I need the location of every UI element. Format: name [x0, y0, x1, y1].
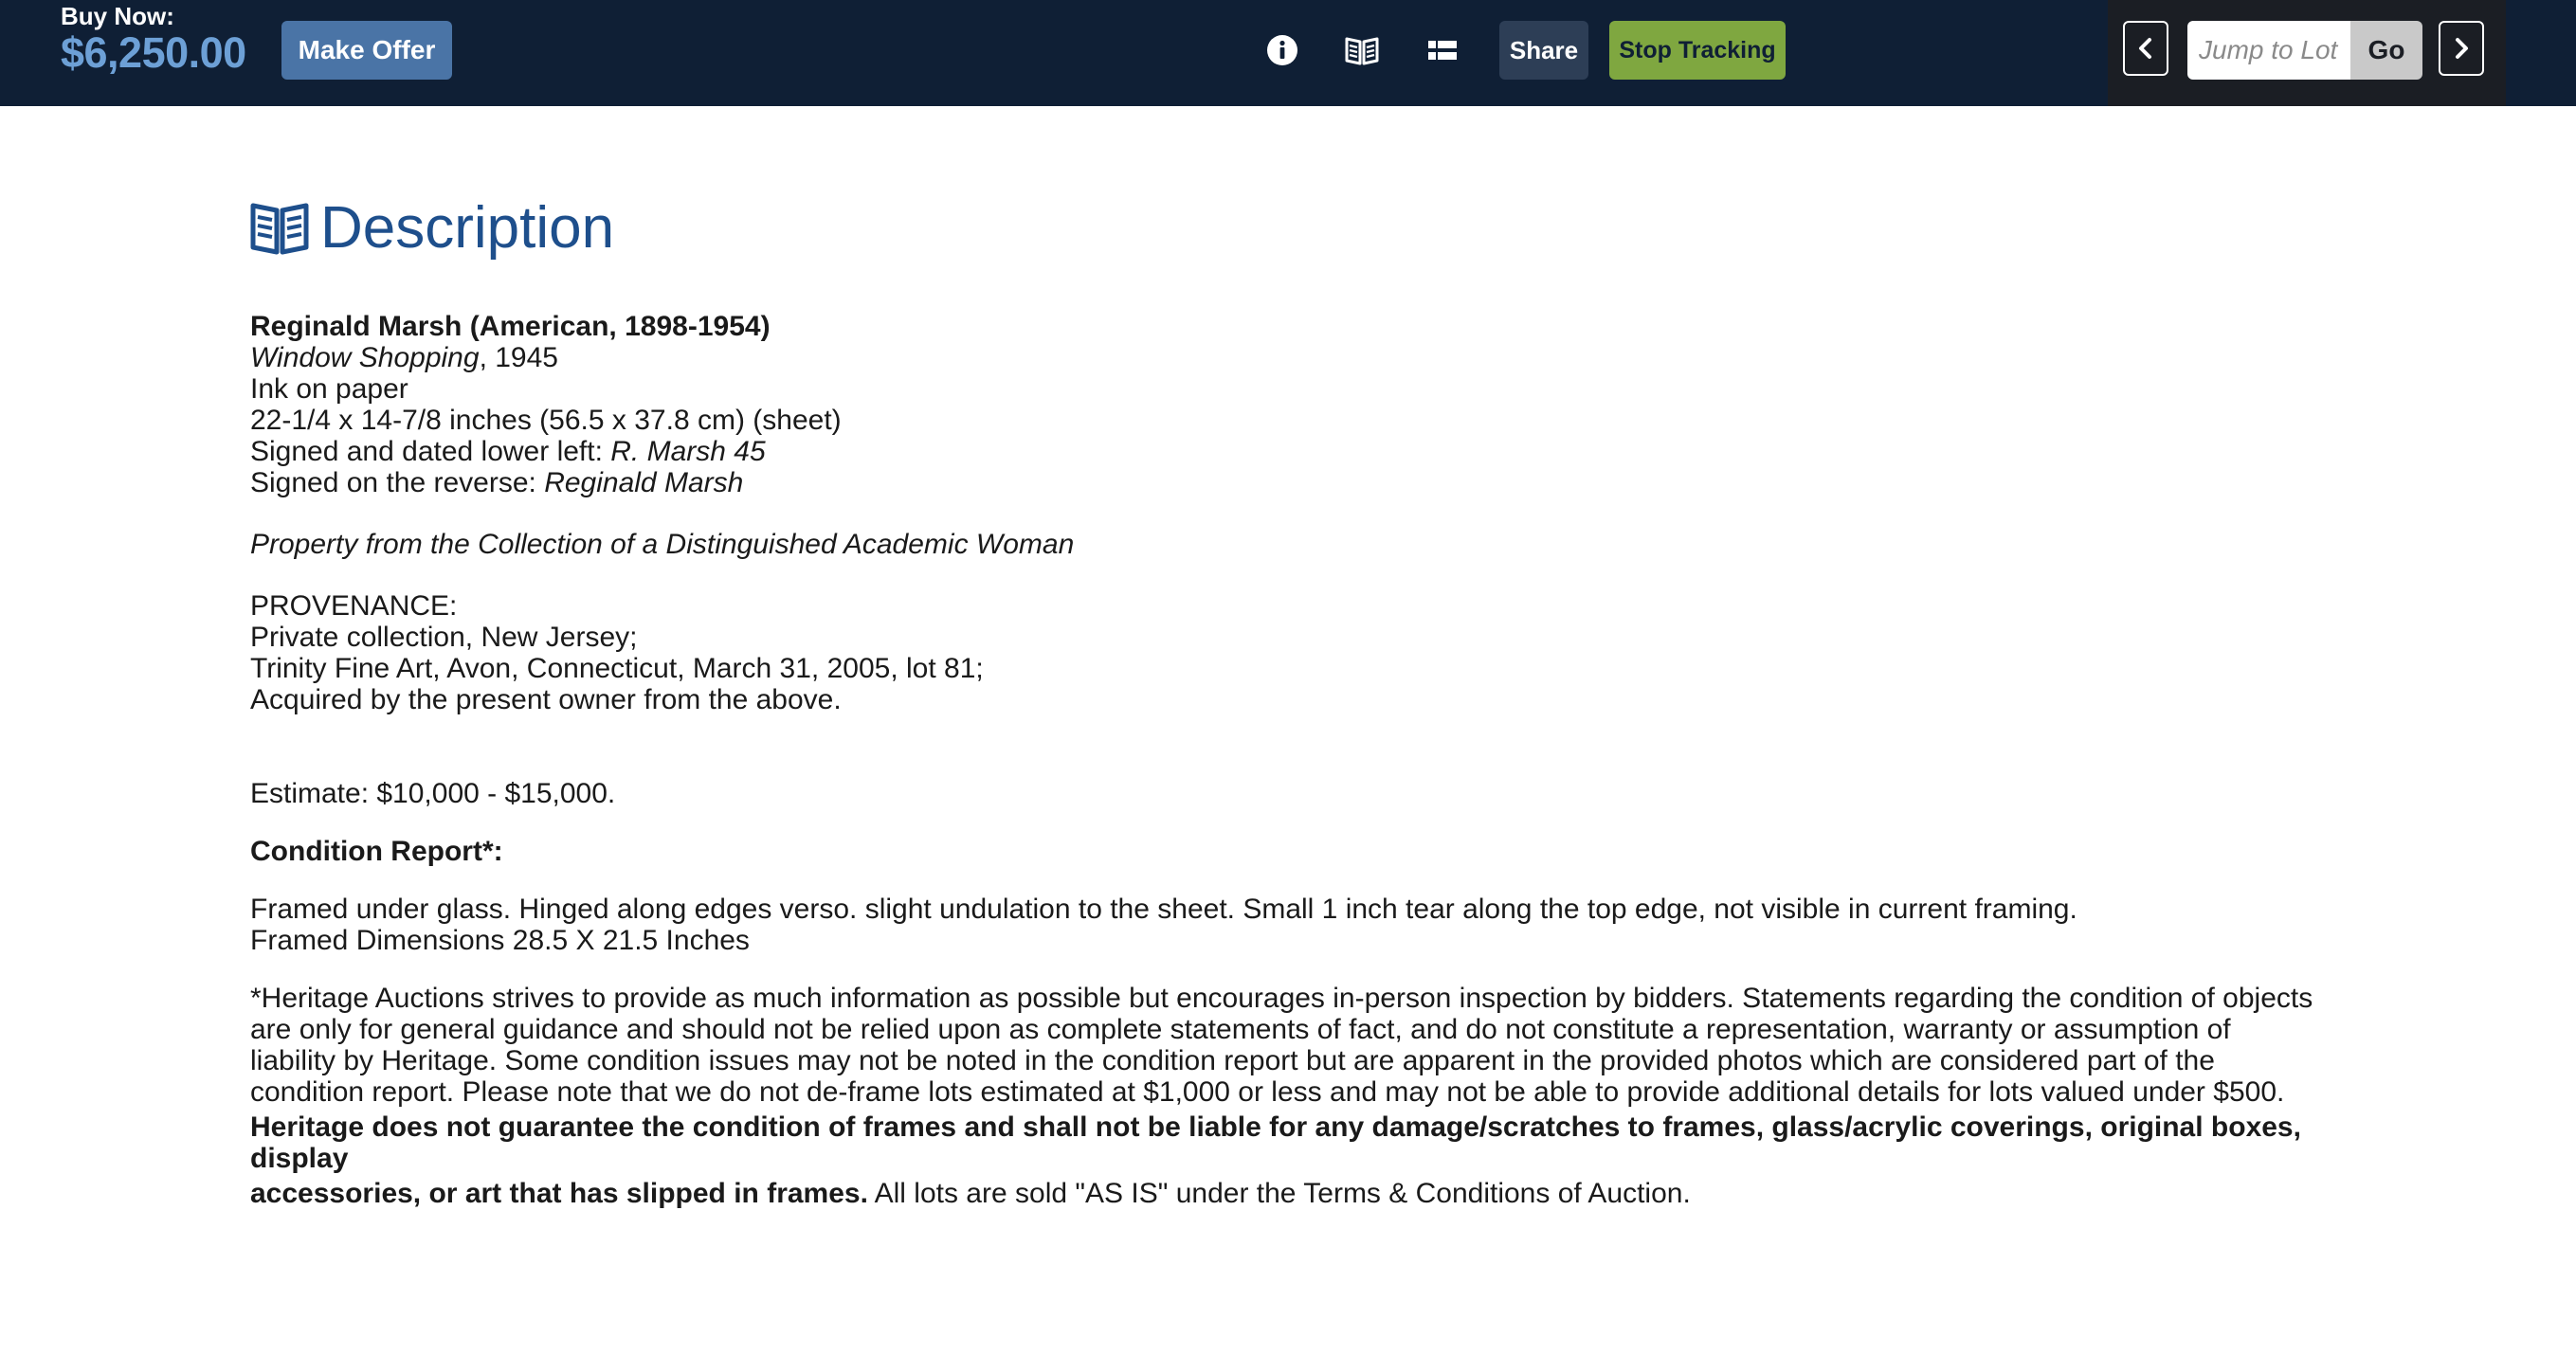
buy-now-label: Buy Now:	[61, 2, 174, 30]
chevron-left-icon	[2136, 37, 2155, 60]
dimensions: 22-1/4 x 14-7/8 inches (56.5 x 37.8 cm) (sheet)	[250, 405, 842, 436]
disclaimer-line: liability by Heritage. Some condition issues may not be noted in the condition report but are apparent in the provided photos which are considered part of the	[250, 1045, 2215, 1076]
signature-reverse	[250, 467, 2335, 498]
buy-now-price: $6,250.00	[61, 28, 246, 77]
page-title: Description	[320, 194, 615, 261]
make-offer-button[interactable]: Make Offer	[281, 21, 452, 80]
provenance-item: Trinity Fine Art, Avon, Connecticut, March 31, 2005, lot 81;	[250, 653, 984, 684]
jump-to-lot-input[interactable]	[2187, 21, 2350, 80]
next-lot-button[interactable]	[2439, 21, 2484, 76]
as-is-line	[250, 1178, 2335, 1209]
book-icon	[250, 198, 309, 257]
condition-line: Framed Dimensions 28.5 X 21.5 Inches	[250, 925, 750, 956]
signature-reverse-prefix: Signed on the reverse:	[250, 467, 545, 498]
artist-name: Reginald Marsh (American, 1898-1954)	[250, 311, 771, 342]
condition-line: Framed under glass. Hinged along edges verso. slight undulation to the sheet. Small 1 inch tear along the top edge, not visible in current framing.	[250, 894, 2077, 925]
lot-description	[250, 311, 2335, 1209]
disclaimer-line: condition report. Please note that we do not de-frame lots estimated at $1,000 or less and may not be able to provide additional details for lots valued under $500.	[250, 1076, 2285, 1108]
go-button[interactable]: Go	[2350, 21, 2422, 80]
signature-lower-left-prefix: Signed and dated lower left:	[250, 436, 611, 467]
artwork-year: , 1945	[479, 342, 558, 373]
description-section	[250, 180, 2335, 1209]
provenance-label: PROVENANCE:	[250, 590, 458, 622]
condition-report-heading: Condition Report*:	[250, 836, 503, 867]
bold-disclaimer-line: Heritage does not guarantee the condition of frames and shall not be liable for any damage/scratches to frames, glass/acrylic coverings, original boxes, display	[250, 1111, 2301, 1174]
signature-lower-left	[250, 436, 2335, 467]
artwork-title-line	[250, 342, 2335, 373]
property-line: Property from the Collection of a Distinguished Academic Woman	[250, 529, 1075, 560]
stop-tracking-button[interactable]: Stop Tracking	[1609, 21, 1786, 80]
disclaimer-line: *Heritage Auctions strives to provide as much information as possible but encourages in-person inspection by bidders. Statements regarding the condition of objects	[250, 983, 2313, 1014]
provenance-item: Private collection, New Jersey;	[250, 622, 638, 653]
provenance-item: Acquired by the present owner from the above.	[250, 684, 842, 715]
estimate: Estimate: $10,000 - $15,000.	[250, 778, 616, 809]
bold-disclaimer-line: accessories, or art that has slipped in frames.	[250, 1178, 868, 1209]
disclaimer-line: are only for general guidance and should not be relied upon as complete statements of fact, and do not constitute a representation, warranty or assumption of	[250, 1014, 2231, 1045]
share-button[interactable]: Share	[1499, 21, 1588, 80]
previous-lot-button[interactable]	[2123, 21, 2168, 76]
list-view-icon[interactable]	[1422, 29, 1463, 71]
info-icon[interactable]	[1261, 29, 1303, 71]
top-bar	[0, 0, 2576, 106]
artwork-title: Window Shopping	[250, 342, 480, 373]
chevron-right-icon	[2452, 37, 2471, 60]
book-icon[interactable]	[1341, 29, 1383, 71]
as-is-text: All lots are sold "AS IS" under the Terms & Conditions of Auction.	[867, 1178, 1691, 1209]
medium: Ink on paper	[250, 373, 408, 405]
signature-lower-left-value: R. Marsh 45	[610, 436, 766, 467]
description-heading	[250, 180, 2335, 275]
signature-reverse-value: Reginald Marsh	[544, 467, 744, 498]
